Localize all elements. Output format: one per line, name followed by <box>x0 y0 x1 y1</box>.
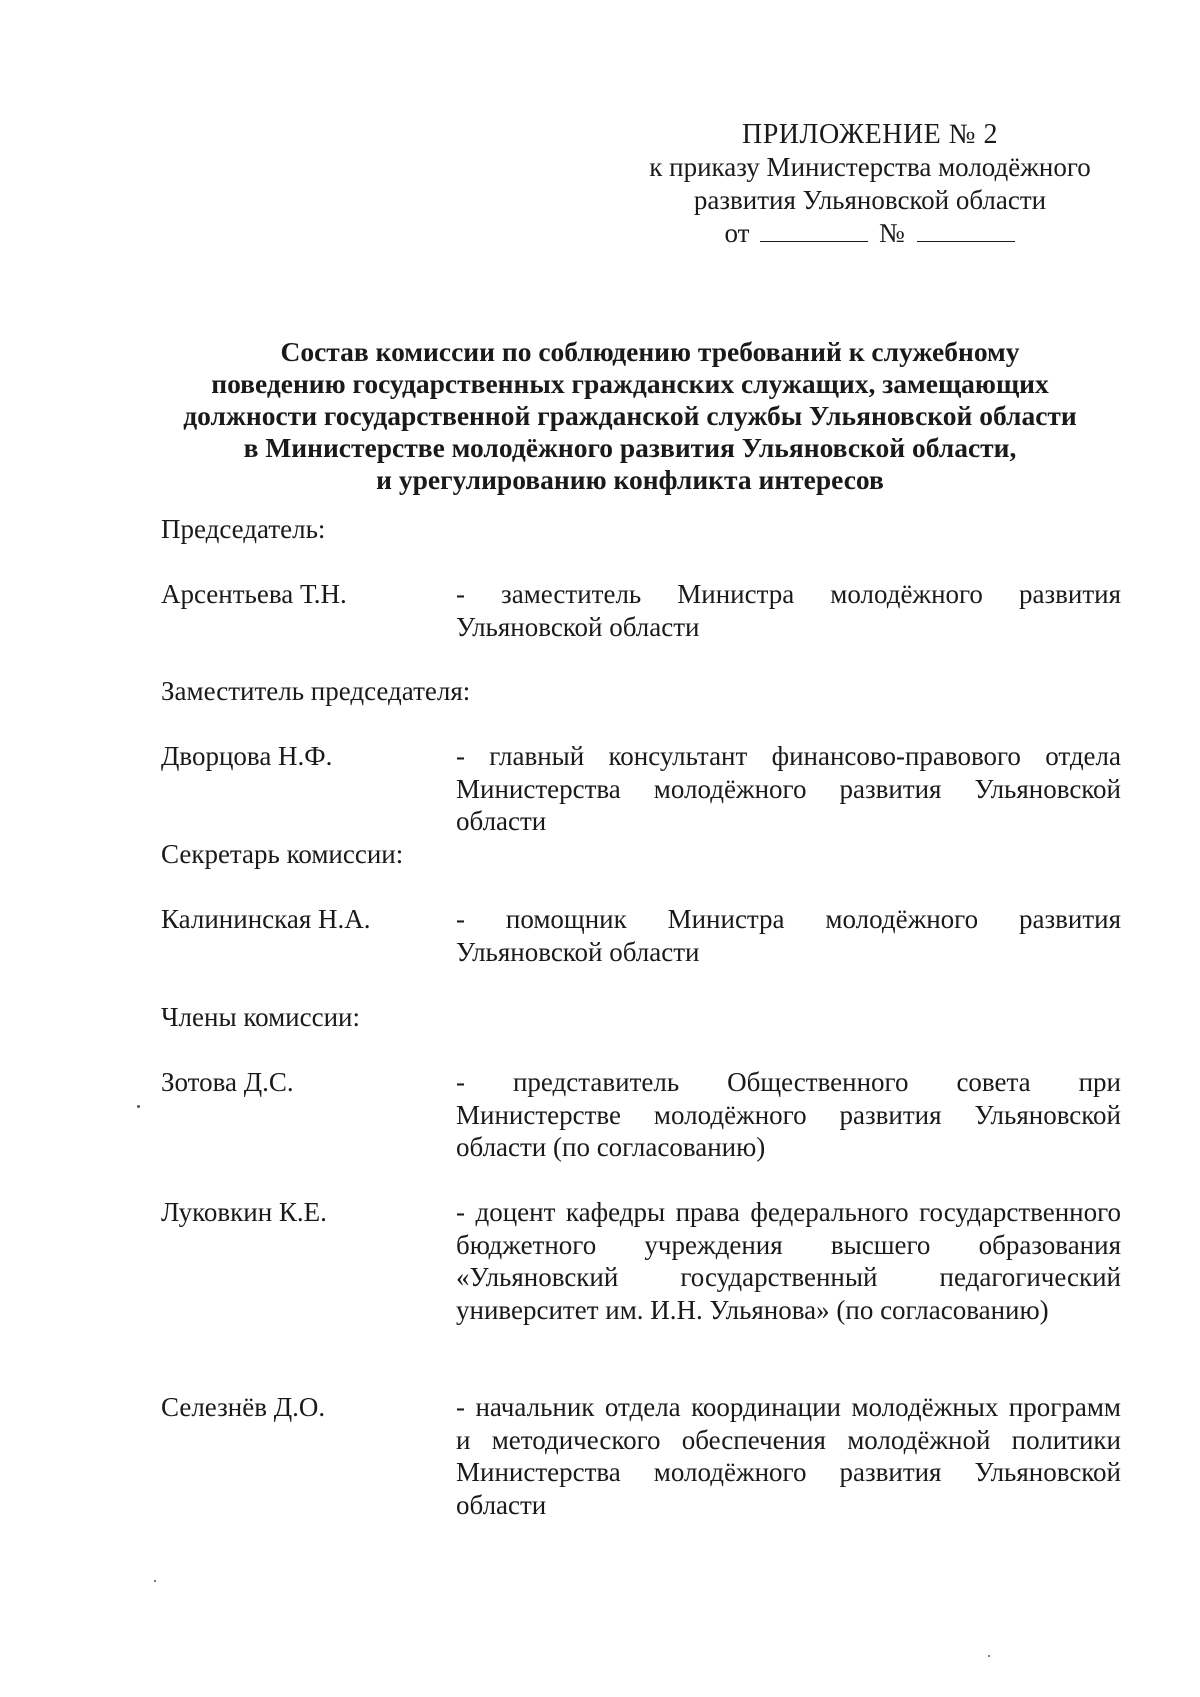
role-members-heading: Члены комиссии: <box>161 1002 360 1032</box>
scan-speck <box>988 1655 990 1657</box>
title-line: должности государственной гражданской службы Ульяновской области <box>183 400 1077 431</box>
scan-speck <box>154 1580 156 1582</box>
order-date-number-line <box>725 217 1016 250</box>
title-line: поведению государственных гражданских служащих, замещающих <box>211 368 1049 399</box>
approval-block <box>630 118 1110 250</box>
member-name: Калининская Н.А. <box>161 904 371 934</box>
title-line: Состав комиссии по соблюдению требований к служебному <box>280 336 1020 367</box>
member-position: - помощник Министра молодёжного развития Ульяновской области <box>456 904 1121 967</box>
appendix-reference-line-2: развития Ульяновской области <box>693 185 1047 215</box>
member-name: Луковкин К.Е. <box>161 1197 327 1227</box>
member-position: - заместитель Министра молодёжного развития Ульяновской области <box>456 579 1121 642</box>
member-position: - начальник отдела координации молодёжных программ и методического обеспечения молодёжной политики Министерства молодёжного развития Ульяновской области <box>456 1392 1121 1520</box>
document-title <box>150 336 1110 496</box>
member-name: Зотова Д.С. <box>161 1067 294 1097</box>
number-label: № <box>878 218 905 248</box>
order-number-blank <box>917 217 1015 242</box>
role-chair-heading: Председатель: <box>161 514 326 544</box>
appendix-reference-line-1: к приказу Министерства молодёжного <box>649 152 1091 182</box>
from-label: от <box>724 218 750 248</box>
member-position: - главный консультант финансово-правового отдела Министерства молодёжного развития Ульяновской области <box>456 741 1121 836</box>
title-line: в Министерстве молодёжного развития Ульяновской области, <box>243 432 1017 463</box>
member-position: - доцент кафедры права федерального государственного бюджетного учреждения высшего образования «Ульяновский государственный педагогический университет им. И.Н. Ульянова» (по согласованию) <box>456 1197 1121 1325</box>
role-secretary-heading: Секретарь комиссии: <box>161 839 404 869</box>
member-name: Дворцова Н.Ф. <box>161 741 333 771</box>
scan-speck <box>137 1105 140 1108</box>
order-date-blank <box>760 217 868 242</box>
member-name: Селезнёв Д.О. <box>161 1392 326 1422</box>
role-deputy-heading: Заместитель председателя: <box>161 676 471 706</box>
title-line: и урегулированию конфликта интересов <box>376 464 884 495</box>
member-name: Арсентьева Т.Н. <box>161 579 347 609</box>
member-position: - представитель Общественного совета при Министерстве молодёжного развития Ульяновской области (по согласованию) <box>456 1067 1121 1162</box>
appendix-heading: ПРИЛОЖЕНИЕ № 2 <box>742 119 998 150</box>
